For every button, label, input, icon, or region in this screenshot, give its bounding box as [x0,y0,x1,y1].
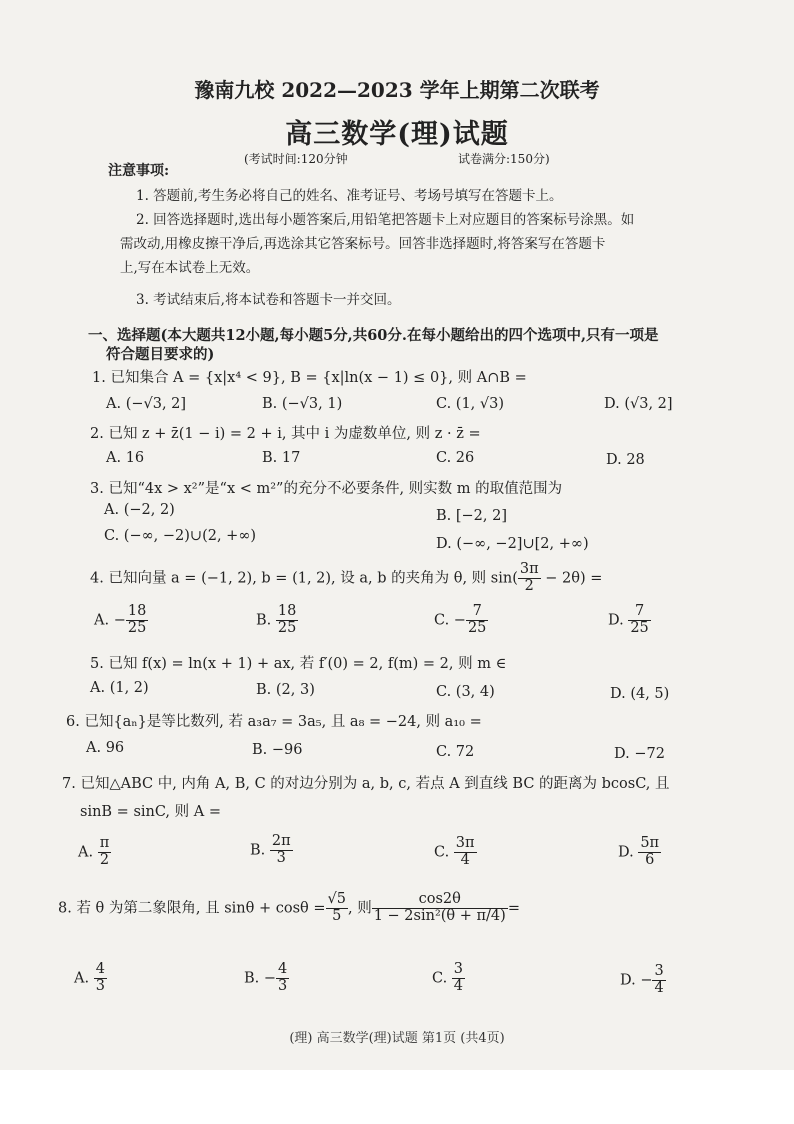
q7-option-a [78,836,111,869]
q8-b-den: 3 [278,977,288,994]
question-8-stem [58,892,520,925]
q7-b-label: B. [250,842,270,859]
notice-item-3: 3. 考试结束后,将本试卷和答题卡一并交回。 [136,292,401,308]
q4-option-d [608,604,651,637]
q8-frac2-num: cos2θ [372,892,508,909]
q8-b-num: 4 [278,961,288,977]
q4-stem-fraction [518,562,541,595]
question-7-stem-cont: sinB = sinC, 则 A = [80,804,221,820]
q8-d-den: 4 [654,979,664,996]
q8-stem-c: = [507,900,520,917]
q7-d-den: 6 [645,851,655,868]
exam-title: 豫南九校 2022—2023 学年上期第二次联考 [194,78,600,102]
q4-option-a [94,604,148,637]
q7-c-den: 4 [460,851,470,868]
q8-a-num: 4 [95,961,105,977]
notice-item-2-cont: 需改动,用橡皮擦干净后,再选涂其它答案标号。回答非选择题时,将答案写在答题卡 [120,236,606,252]
q8-a-den: 3 [95,977,105,994]
q8-frac1-num: √5 [327,891,346,907]
q7-d-num: 5π [640,835,660,851]
full-score: 试卷满分:150分) [458,152,550,166]
q7-a-den: 2 [99,851,110,868]
q7-d-label: D. [618,844,639,861]
q4-a-num: 18 [127,603,147,619]
notice-item-2: 2. 回答选择题时,选出每小题答案后,用铅笔把答题卡上对应题目的答案标号涂黑。如 [136,212,635,228]
q4-a-label: A. − [94,612,126,629]
q8-stem-b: , 则 [347,900,372,917]
q4-stem-frac-den: 2 [524,577,534,594]
question-3-stem: 3. 已知“4x > x²”是“x < m²”的充分不必要条件, 则实数 m 的取值范围为 [90,481,563,497]
notice-heading: 注意事项: [108,163,170,179]
q4-option-c [434,604,488,637]
q1-option-c: C. (1, √3) [436,396,505,412]
q5-option-c: C. (3, 4) [436,684,495,700]
q4-d-num: 7 [628,604,650,621]
q5-option-d: D. (4, 5) [610,686,670,702]
q6-option-a: A. 96 [86,740,125,756]
q8-frac1-den: 5 [332,907,342,924]
subject-title: 高三数学(理)试题 [285,119,509,150]
q7-option-c [434,836,477,869]
q4-stem-frac-num: 3π [519,561,539,577]
q7-b-den: 3 [276,849,286,866]
q7-option-d [618,836,661,869]
q4-b-num: 18 [277,603,297,619]
q8-option-d [620,964,666,997]
q4-d-label: D. [608,612,629,629]
q7-b-num: 2π [271,833,291,849]
q3-option-c: C. (−∞, −2)∪(2, +∞) [104,528,257,544]
question-6-stem: 6. 已知{aₙ}是等比数列, 若 a₃a₇ = 3a₅, 且 a₈ = −24, 则 a₁₀ = [66,714,482,730]
q3-option-d: D. (−∞, −2]∪[2, +∞) [436,536,589,552]
q7-c-label: C. [434,844,454,861]
q4-b-label: B. [256,612,276,629]
q8-a-label: A. [74,970,94,987]
q3-option-b: B. [−2, 2] [436,508,508,524]
q8-stem-fraction-1 [326,892,348,925]
q5-option-b: B. (2, 3) [256,682,315,698]
q2-option-b: B. 17 [262,450,301,466]
q1-option-a: A. (−√3, 2] [106,396,187,412]
q6-option-d: D. −72 [614,746,665,762]
q4-stem-a: 4. 已知向量 a = (−1, 2), b = (1, 2), 设 a, b 的夹角为 θ, 则 sin( [90,570,518,587]
q8-option-a [74,962,107,995]
q7-option-b [250,834,293,867]
section-heading-cont: 符合题目要求的) [106,346,215,363]
q4-c-den: 25 [467,619,487,636]
q8-option-b [244,962,289,995]
q5-option-a: A. (1, 2) [90,680,149,696]
q8-frac2-den: 1 − 2sin²(θ + π/4) [373,907,506,924]
q4-a-den: 25 [127,619,147,636]
q4-stem-b: − 2θ) = [540,570,603,587]
q8-stem-a: 8. 若 θ 为第二象限角, 且 sinθ + cosθ = [58,900,326,917]
q6-option-c: C. 72 [436,744,475,760]
notice-item-2-end: 上,写在本试卷上无效。 [120,260,260,276]
q3-option-a: A. (−2, 2) [104,502,175,518]
question-1-stem: 1. 已知集合 A = {x|x⁴ < 9}, B = {x|ln(x − 1) ≤ 0}, 则 A∩B = [92,370,527,386]
question-2-stem: 2. 已知 z + z̄(1 − i) = 2 + i, 其中 i 为虚数单位, 则 z · z̄ = [90,426,481,442]
q8-d-label: D. − [620,972,653,989]
q7-c-num: 3π [455,835,475,851]
q8-d-num: 3 [654,963,664,979]
q1-option-b: B. (−√3, 1) [262,396,343,412]
q2-option-d: D. 28 [606,452,645,468]
q8-c-num: 3 [453,961,464,977]
q6-option-b: B. −96 [252,742,303,758]
question-5-stem: 5. 已知 f(x) = ln(x + 1) + ax, 若 f′(0) = 2, f(m) = 2, 则 m ∈ [90,656,507,672]
question-4-stem [90,562,602,595]
notice-item-1: 1. 答题前,考生务必将自己的姓名、准考证号、考场号填写在答题卡上。 [136,188,563,204]
q2-option-a: A. 16 [106,450,145,466]
q8-c-label: C. [432,970,452,987]
exam-time: (考试时间:120分钟 [244,152,348,166]
q7-a-num: π [99,835,110,851]
section-heading: 一、选择题(本大题共12小题,每小题5分,共60分.在每小题给出的四个选项中,只有一项是 [88,327,659,344]
q4-c-label: C. − [434,612,466,629]
question-7-stem: 7. 已知△ABC 中, 内角 A, B, C 的对边分别为 a, b, c, 若点 A 到直线 BC 的距离为 bcosC, 且 [62,776,670,792]
q1-option-d: D. (√3, 2] [604,396,673,412]
q7-a-label: A. [78,844,98,861]
q4-b-den: 25 [277,619,297,636]
q8-c-den: 4 [453,977,464,994]
q2-option-c: C. 26 [436,450,475,466]
q4-c-num: 7 [466,604,488,621]
q8-b-label: B. − [244,970,277,987]
q4-d-den: 25 [630,619,649,636]
q4-option-b [256,604,298,637]
q8-option-c [432,962,465,995]
q8-stem-fraction-2 [372,892,508,925]
page-footer: (理) 高三数学(理)试题 第1页 (共4页) [289,1031,505,1046]
